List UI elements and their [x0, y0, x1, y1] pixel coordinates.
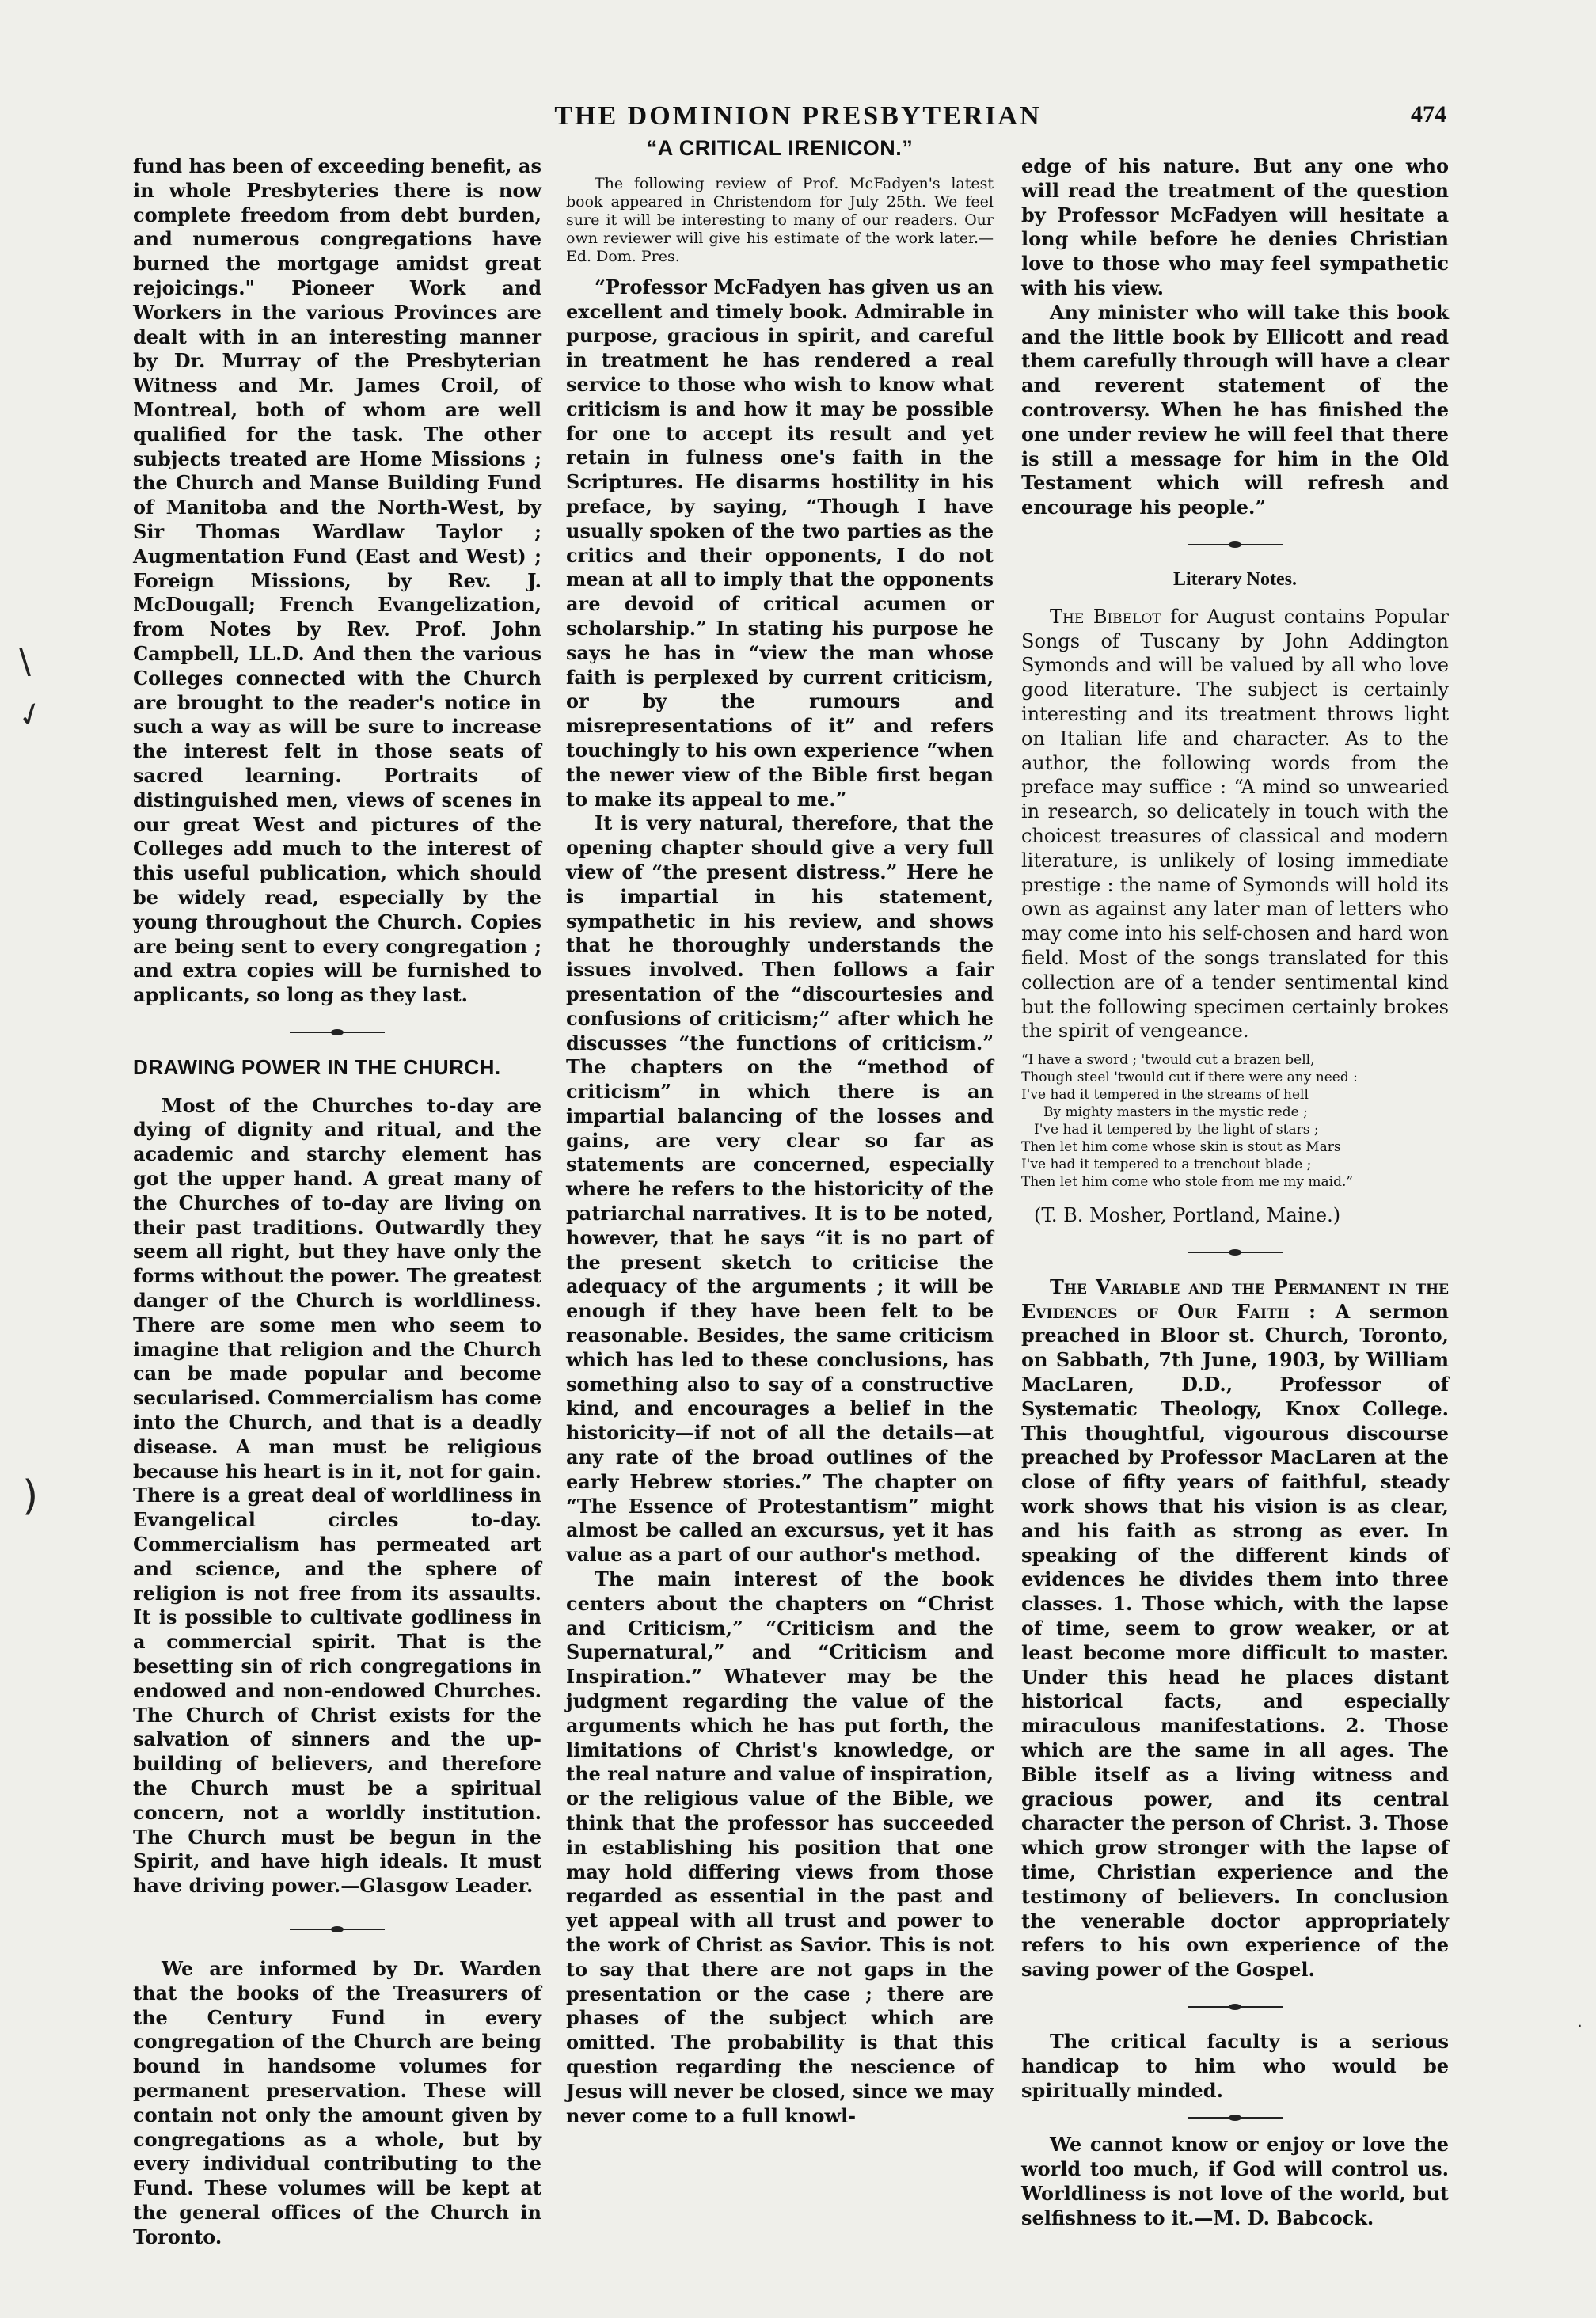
poem-line: Then let him come whose skin is stout as Mars: [1021, 1139, 1341, 1156]
bibelot-lead: The Bibelot: [1050, 605, 1161, 628]
literary-notes-title: Literary Notes.: [1173, 568, 1297, 590]
left-column: [133, 154, 542, 2250]
continued-article-text: fund has been of exceeding benefit, as in whole Presbyteries there is now complete freedom from debt burden, and numerous congregations have burned the mortgage amidst great rejoicings." Pioneer Work and Workers in the various Provinces are dealt with in an interesting manner by Dr. Murray of the Presbyterian Witness and Mr. James Croil, of Montreal, both of whom are well qualified for the task. The other subjects treated are Home Missions ; the Church and Manse Building Fund of Manitoba and the North-West, by Sir Thomas Wardlaw Taylor ; Augmentation Fund (East and West) ; Foreign Missions, by Rev. J. McDougall; French Evangelization, from Notes by Rev. Prof. John Campbell, LL.D. And then the various Colleges connected with the Church are brought to the reader's notice in such a way as will be sure to increase the interest felt in those seats of sacred learning. Portraits of distinguished men, views of scenes in our great West and pictures of the Colleges add much to the interest of this useful publication, which should be widely read, especially by the young throughout the Church. Copies are being sent to every congregation ; and extra copies will be furnished to applicants, so long as they last.: [133, 154, 542, 1007]
poem-line: I've had it tempered in the streams of hell: [1021, 1087, 1309, 1104]
section-divider: [1188, 541, 1282, 549]
review-paragraph: The main interest of the book centers about the chapters on “Christ and Criticism,” “Criticism and the Supernatural,” and “Criticism and Inspiration.” Whatever may be the judgment regarding the value of the arguments which he has put forth, the limitations of Christ's knowledge, or the real nature and value of inspiration, or the religious value of the Bible, we think that the professor has succeeded in establishing his position that one may hold differing views from those regarded as essential in the past and yet appeal with all trust and power to the work of Christ as Savior. This is not to say that there are not gaps in the presentation or the case ; there are phases of the subject which are omitted. The probability is that this question regarding the nescience of Jesus will never be closed, since we may never come to a full knowl-: [566, 1568, 994, 2127]
poem-line: I've had it tempered to a trenchout blade ;: [1021, 1157, 1312, 1173]
poem-line: I've had it tempered by the light of stars ;: [1034, 1122, 1319, 1138]
variable-permanent-text: : A sermon preached in Bloor st. Church, Toronto, on Sabbath, 7th June, 1903, by William MacLaren, D.D., Professor of Systematic Theology, Knox College. This thoughtful, vigourous discourse preached by Professor MacLaren at the close of fifty years of faithful, steady work shows that his vision is as clear, and his faith as strong as ever. In speaking of the different kinds of evidences he divides them into three classes. 1. Those which, with the lapse of time, seem to grow weaker, or at least become more difficult to master. Under this head he places distant historical facts, and especially miraculous manifestations. 2. Those which are the same in all ages. The Bible itself as a living witness and gracious power, and its central character the person of Christ. 3. Those which grow stronger with the lapse of time, Christian experience and the testimony of believers. In conclusion the venerable doctor appropriately refers to his own experience of the saving power of the Gospel.: [1021, 1299, 1449, 1982]
section-divider: [1188, 1248, 1282, 1256]
poem-line: By mighty masters in the mystic rede ;: [1043, 1104, 1308, 1121]
right-column: [1021, 154, 1449, 2231]
babcock-quote: We cannot know or enjoy or love the world too much, if God will control us. Worldliness is not love of the world, but selfishness to it.—M. D. Babcock.: [1021, 2133, 1449, 2229]
poem-attribution: (T. B. Mosher, Portland, Maine.): [1034, 1204, 1341, 1227]
section-divider: [290, 1028, 385, 1036]
variable-permanent-note: [1021, 1275, 1449, 1982]
section-divider: [1188, 2003, 1282, 2011]
bibelot-text: for August contains Popular Songs of Tuscany by John Addington Symonds and will be valued by all who love good literature. The subject is certainly interesting and its treatment throws light on Italian life and character. As to the author, the following words from the preface may suffice : “A mind so unwearied in research, so delicately in touch with the choicest treasures of classical and modern literature, is unlikely of losing immediate prestige : the name of Symonds will hold its own as against any later man of letters who may come into his self-chosen and hard won field. Most of the songs translated for this collection are of a tender sentimental kind but the following specimen certainly brokes the spirit of vengeance.: [1021, 605, 1449, 1043]
review-paragraph: “Professor McFadyen has given us an excellent and timely book. Admirable in purpose, gracious in spirit, and careful in treatment he has rendered a real service to those who wish to know what criticism is and how it may be possible for one to accept its result and yet retain in fulness one's faith in the Scriptures. He disarms hostility in his preface, by saying, “Though I have usually spoken of the two parties as the critics and their opponents, I do not mean at all to imply that the opponents are devoid of critical acumen or scholarship.” In stating his purpose he says he has in “view the man whose faith is perplexed by current criticism, or by the rumours and misrepresentations of it” and refers touchingly to his own experience “when the newer view of the Bible first began to make its appeal to me.”: [566, 275, 994, 811]
editor-intro-note: The following review of Prof. McFadyen's latest book appeared in Christendom for July 25th. We feel sure it will be interesting to many of our readers. Our own reviewer will give his estimate of the work later.—Ed. Dom. Pres.: [566, 174, 994, 265]
page-number: 474: [1411, 101, 1446, 127]
poem-line: Then let him come who stole from me my maid.”: [1021, 1174, 1354, 1191]
margin-mark: \: [19, 641, 31, 682]
variable-permanent-lead: The Variable and the Permanent in the Evidences of Our Faith: [1021, 1275, 1449, 1323]
warden-note: We are informed by Dr. Warden that the books of the Treasurers of the Century Fund in every congregation of the Church are being bound in handsome volumes for permanent preservation. These will contain not only the amount given by congregations as a whole, but by every individual contributing to the Fund. These volumes will be kept at the general offices of the Church in Toronto.: [133, 1956, 542, 2248]
poem-line: “I have a sword ; 'twould cut a brazen bell,: [1021, 1052, 1315, 1069]
article-title-critical-irenicon: “A CRITICAL IRENICON.”: [646, 136, 914, 160]
middle-column: [566, 136, 994, 2128]
article-title-drawing-power: DRAWING POWER IN THE CHURCH.: [133, 1054, 501, 1079]
poem-line: Though steel 'twould cut if there were any need :: [1021, 1070, 1358, 1086]
margin-mark: ·: [1577, 2017, 1583, 2037]
article-body-drawing-power: Most of the Churches to-day are dying of dignity and ritual, and the academic and starchy element has got the upper hand. A great many of the Churches of to-day are living on their past traditions. Outwardly they seem all right, but they have only the forms without the power. The greatest danger of the Church is worldliness. There are some men who seem to imagine that religion and the Church can be made popular and become secularised. Commercialism has come into the Church, and that is a deadly disease. A man must be religious because his heart is in it, not for gain. There is a great deal of worldliness in Evangelical circles to-day. Commercialism has permeated art and science, and the sphere of religion is not free from its assaults. It is possible to cultivate godliness in a commercial spirit. That is the besetting sin of rich congregations in endowed and non-endowed Churches. The Church of Christ exists for the salvation of sinners and the up-building of believers, and therefore the Church must be a spiritual concern, not a worldly institution. The Church must be begun in the Spirit, and have high ideals. It must have driving power.—Glasgow Leader.: [133, 1093, 542, 1898]
review-paragraph: It is very natural, therefore, that the opening chapter should give a very full view of “the present distress.” Here he is impartial in his statement, sympathetic in his review, and shows that he thoroughly understands the issues involved. Then follows a fair presentation of the “discourtesies and confusions of criticism;” after which he discusses “the functions of criticism.” The chapters on the “method of criticism” in which there is an impartial balancing of the losses and gains, are very clear so far as statements are concerned, especially where he refers to the historicity of the patriarchal narratives. It is to be noted, however, that he says “it is no part of the present sketch to criticise the adequacy of the arguments ; it will be enough if they have been felt to be reasonable. Besides, the same criticism which has led to these conclusions, has something also to say of a constructive kind, and encourages a belief in the historicity—if not of all the details—at any rate of the broad outlines of the early Hebrew stories.” The chapter on “The Essence of Protestantism” might almost be called an excursus, yet it has value as a part of our author's method.: [566, 811, 994, 1567]
bibelot-note: [1021, 605, 1449, 1043]
margin-mark: ): [22, 1472, 39, 1520]
margin-mark: ✓: [12, 693, 50, 737]
poem-quote: [1021, 1051, 1449, 1191]
section-divider: [1188, 2114, 1282, 2122]
masthead-title: THE DOMINION PRESBYTERIAN: [554, 101, 1042, 131]
review-continued-paragraph: Any minister who will take this book and the little book by Ellicott and read them carefully through will have a clear and reverent statement of the controversy. When he has finished the one under review he will feel that there is still a message for him in the Old Testament which will refresh and encourage his people.”: [1021, 300, 1449, 519]
section-divider: [290, 1925, 385, 1933]
review-continued-paragraph: edge of his nature. But any one who will read the treatment of the question by Professor McFadyen will hesitate a long while before he denies Christian love to those who may feel sympathetic with his view.: [1021, 154, 1449, 299]
critical-faculty-note: The critical faculty is a serious handicap to him who would be spiritually minded.: [1021, 2030, 1449, 2102]
